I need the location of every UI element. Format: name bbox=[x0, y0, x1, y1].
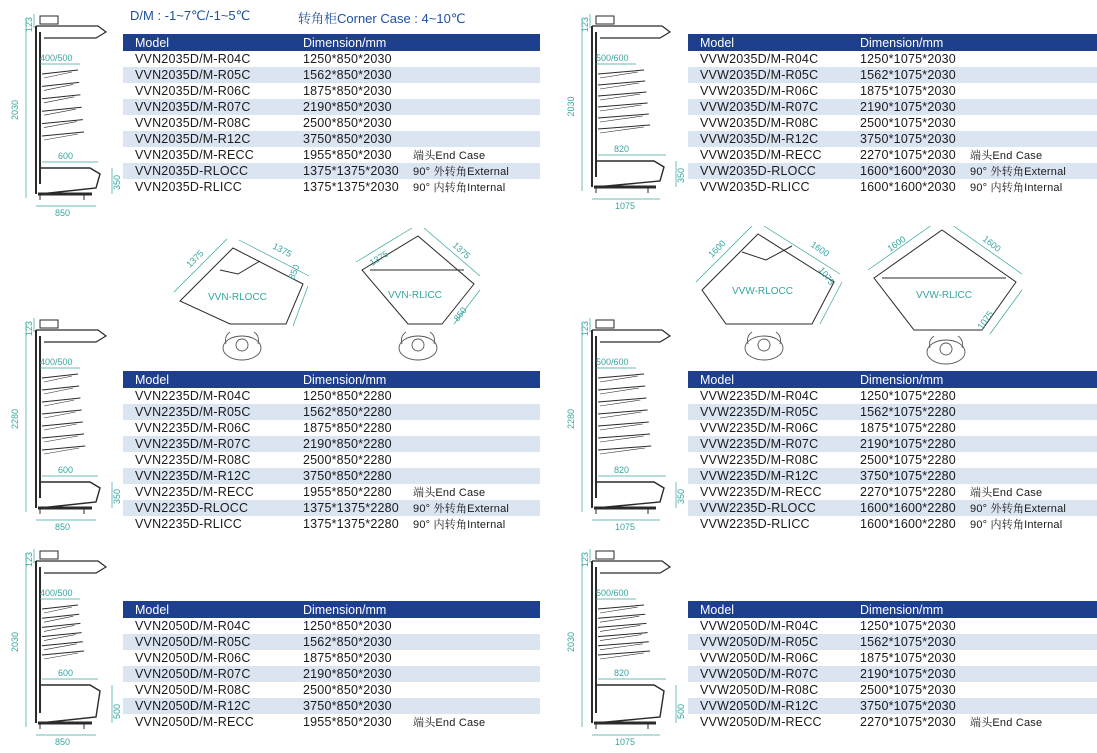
table-row bbox=[688, 83, 1097, 99]
cell-dimension: 1875*1075*2030 bbox=[860, 84, 956, 98]
header-model: Model bbox=[135, 602, 170, 617]
cell-dimension: 1250*850*2280 bbox=[303, 389, 392, 403]
header-model: Model bbox=[700, 602, 735, 617]
header-model: Model bbox=[700, 372, 735, 387]
corner-diagram-label: VVW-RLICC bbox=[916, 290, 972, 301]
cell-dimension: 1600*1600*2280 bbox=[860, 517, 956, 531]
cell-dimension: 1375*1375*2280 bbox=[303, 517, 399, 531]
cell-model: VVW2035D-RLOCC bbox=[700, 164, 817, 178]
shelf-dim-label: 400/500 bbox=[40, 357, 73, 367]
height-dim-label: 2030 bbox=[10, 631, 20, 652]
cell-note: 端头End Case bbox=[413, 717, 486, 729]
cell-model: VVN2235D/M-R04C bbox=[135, 389, 251, 403]
table-row bbox=[123, 388, 540, 404]
cell-dimension: 1875*850*2280 bbox=[303, 421, 392, 435]
cabinet-profile-svg bbox=[0, 6, 124, 218]
corner-case-spec: 转角柜Corner Case : 4~10℃ bbox=[298, 11, 466, 26]
table-row bbox=[688, 484, 1097, 500]
cell-note: 90° 外转角External bbox=[970, 166, 1067, 178]
table-row bbox=[688, 468, 1097, 484]
cell-dimension: 3750*850*2030 bbox=[303, 699, 392, 713]
corner-diagram-label: VVW-RLOCC bbox=[732, 286, 793, 297]
cell-dimension: 2500*1075*2030 bbox=[860, 683, 956, 697]
cell-model: VVN2235D/M-R12C bbox=[135, 469, 251, 483]
shelf bbox=[42, 398, 80, 402]
table-row bbox=[688, 420, 1097, 436]
back-wall bbox=[592, 26, 596, 187]
cell-model: VVN2235D/M-RECC bbox=[135, 485, 255, 499]
table-row bbox=[123, 67, 540, 83]
cell-model: VVW2235D-RLOCC bbox=[700, 501, 817, 515]
cell-dimension: 1562*850*2280 bbox=[303, 405, 392, 419]
cell-dimension: 1250*1075*2030 bbox=[860, 52, 956, 66]
table-row bbox=[123, 516, 540, 532]
cell-dimension: 1875*850*2030 bbox=[303, 651, 392, 665]
cell-model: VVW2050D/M-RECC bbox=[700, 715, 822, 729]
shelf-dim-label: 500/600 bbox=[596, 357, 629, 367]
cell-dimension: 3750*1075*2030 bbox=[860, 699, 956, 713]
table-row bbox=[123, 51, 540, 67]
table-row bbox=[688, 618, 1097, 634]
dim-label: 1375 bbox=[184, 248, 206, 270]
dim-label: 1375 bbox=[367, 248, 391, 268]
cell-model: VVN2050D/M-R05C bbox=[135, 635, 251, 649]
cell-dimension: 3750*1075*2280 bbox=[860, 469, 956, 483]
cell-model: VVW2035D/M-R04C bbox=[700, 52, 819, 66]
depth-dim-label: 850 bbox=[55, 208, 71, 218]
table-row bbox=[688, 500, 1097, 516]
cell-model: VVN2035D/M-R12C bbox=[135, 132, 251, 146]
table-row bbox=[123, 468, 540, 484]
header-dimension: Dimension/mm bbox=[303, 602, 387, 617]
back-wall bbox=[592, 561, 596, 723]
cell-model: VVW2050D/M-R07C bbox=[700, 667, 819, 681]
cell-dimension: 1600*1600*2030 bbox=[860, 164, 956, 178]
base-tray bbox=[596, 161, 664, 187]
cabinet-profile-svg bbox=[556, 6, 688, 211]
corner-diagram-label: VVN-RLOCC bbox=[208, 292, 267, 303]
table-row bbox=[688, 698, 1097, 714]
shelf bbox=[42, 633, 82, 637]
cell-note: 90° 内转角Internal bbox=[970, 182, 1063, 194]
table-row bbox=[123, 179, 540, 195]
table-header-row bbox=[688, 371, 1097, 388]
cabinet-profile-vvn2235 bbox=[0, 310, 124, 532]
corner-diagram-vvw-rlocc bbox=[684, 226, 854, 368]
cell-model: VVW2050D/M-R12C bbox=[700, 699, 819, 713]
table-header-row bbox=[123, 371, 540, 388]
spec-table-vvn2235 bbox=[123, 371, 540, 532]
base-dim-label: 600 bbox=[58, 668, 74, 678]
base-dim-label: 820 bbox=[614, 465, 630, 475]
dim-label: 1375 bbox=[271, 240, 294, 260]
side-dim-label: 350 bbox=[112, 174, 122, 190]
canopy bbox=[592, 26, 670, 38]
table-row bbox=[688, 51, 1097, 67]
cabinet-profile-vvn2050 bbox=[0, 541, 124, 747]
side-dim-label: 350 bbox=[112, 488, 122, 504]
cell-model: VVN2050D/M-R07C bbox=[135, 667, 251, 681]
cell-dimension: 1562*1075*2030 bbox=[860, 635, 956, 649]
cell-model: VVN2035D/M-R06C bbox=[135, 84, 251, 98]
canopy bbox=[592, 330, 670, 342]
cell-model: VVN2235D/M-R08C bbox=[135, 453, 251, 467]
cell-model: VVW2235D/M-RECC bbox=[700, 485, 822, 499]
side-dim-label: 350 bbox=[676, 167, 686, 183]
dim-label: 1075 bbox=[816, 265, 837, 288]
corner-diagram-vvw-rlicc bbox=[866, 226, 1046, 368]
shelf bbox=[42, 107, 82, 111]
cell-note: 端头End Case bbox=[970, 487, 1043, 499]
cell-dimension: 3750*1075*2030 bbox=[860, 132, 956, 146]
dim-label: 1600 bbox=[980, 233, 1003, 254]
table-row bbox=[123, 666, 540, 682]
cell-model: VVW2050D/M-R06C bbox=[700, 651, 819, 665]
cell-dimension: 1375*1375*2030 bbox=[303, 164, 399, 178]
table-row bbox=[688, 516, 1097, 532]
table-row bbox=[688, 436, 1097, 452]
depth-dim-label: 1075 bbox=[615, 201, 636, 211]
cell-dimension: 1955*850*2280 bbox=[303, 485, 392, 499]
table-row bbox=[123, 99, 540, 115]
table-row bbox=[123, 420, 540, 436]
cabinet-profile-svg bbox=[556, 541, 688, 747]
table-row bbox=[123, 115, 540, 131]
cell-note: 90° 内转角Internal bbox=[970, 519, 1063, 531]
top-block bbox=[40, 551, 58, 559]
corner-diagram-vvn-rlocc bbox=[168, 226, 318, 368]
top-block bbox=[40, 320, 58, 328]
cell-model: VVW2235D/M-R07C bbox=[700, 437, 819, 451]
side-dim-label: 500 bbox=[112, 703, 122, 719]
cell-model: VVW2235D-RLICC bbox=[700, 517, 810, 531]
header-model: Model bbox=[135, 372, 170, 387]
temperature-spec: D/M : -1~7℃/-1~5℃ bbox=[130, 8, 251, 23]
cell-model: VVW2035D-RLICC bbox=[700, 180, 810, 194]
cell-dimension: 2500*850*2030 bbox=[303, 683, 392, 697]
table-row bbox=[688, 115, 1097, 131]
cell-model: VVW2235D/M-R06C bbox=[700, 421, 819, 435]
table-row bbox=[688, 714, 1097, 730]
table-header-row bbox=[123, 34, 540, 51]
cell-dimension: 2500*850*2280 bbox=[303, 453, 392, 467]
shelf bbox=[42, 614, 79, 618]
cell-dimension: 2500*1075*2030 bbox=[860, 116, 956, 130]
cabinet-profile-vvw2050 bbox=[556, 541, 688, 747]
side-dim-label: 500 bbox=[676, 703, 686, 719]
top-dim-label: 123 bbox=[580, 16, 590, 32]
table-row bbox=[123, 682, 540, 698]
cell-dimension: 1875*850*2030 bbox=[303, 84, 392, 98]
table-row bbox=[688, 67, 1097, 83]
cell-dimension: 3750*850*2280 bbox=[303, 469, 392, 483]
cell-dimension: 2190*1075*2280 bbox=[860, 437, 956, 451]
top-block bbox=[40, 16, 58, 24]
cell-model: VVN2050D/M-R12C bbox=[135, 699, 251, 713]
dim-label: 1600 bbox=[808, 239, 832, 259]
canopy bbox=[36, 330, 106, 342]
dim-label: 1600 bbox=[885, 233, 908, 254]
cell-model: VVW2235D/M-R04C bbox=[700, 389, 819, 403]
base-tray bbox=[40, 168, 100, 194]
cell-note: 90° 内转角Internal bbox=[413, 182, 506, 194]
cell-note: 90° 外转角External bbox=[413, 166, 510, 178]
cell-dimension: 2190*850*2030 bbox=[303, 667, 392, 681]
table-row bbox=[688, 179, 1097, 195]
table-row bbox=[688, 388, 1097, 404]
table-row bbox=[123, 404, 540, 420]
table-row bbox=[123, 618, 540, 634]
person-icon bbox=[399, 332, 437, 360]
table-row bbox=[123, 650, 540, 666]
cell-note: 端头End Case bbox=[970, 150, 1043, 162]
cell-dimension: 1562*1075*2280 bbox=[860, 405, 956, 419]
dim-label: 850 bbox=[451, 305, 469, 324]
depth-dim-label: 1075 bbox=[615, 522, 636, 532]
cell-model: VVW2235D/M-R08C bbox=[700, 453, 819, 467]
cell-dimension: 1375*1375*2030 bbox=[303, 180, 399, 194]
header-dimension: Dimension/mm bbox=[303, 35, 387, 50]
person-icon bbox=[927, 336, 965, 364]
table-row bbox=[123, 83, 540, 99]
top-block bbox=[596, 320, 614, 328]
cell-dimension: 2270*1075*2030 bbox=[860, 148, 956, 162]
table-row bbox=[688, 163, 1097, 179]
height-dim-label: 2030 bbox=[566, 631, 576, 652]
table-row bbox=[123, 714, 540, 730]
table-row bbox=[123, 163, 540, 179]
table-row bbox=[688, 666, 1097, 682]
table-row bbox=[123, 147, 540, 163]
shelf-dim-label: 400/500 bbox=[40, 53, 73, 63]
cell-dimension: 1250*1075*2280 bbox=[860, 389, 956, 403]
shelf-dim-label: 500/600 bbox=[596, 53, 629, 63]
cell-model: VVW2035D/M-R06C bbox=[700, 84, 819, 98]
cell-model: VVW2035D/M-RECC bbox=[700, 148, 822, 162]
cell-model: VVN2035D/M-R07C bbox=[135, 100, 251, 114]
top-dim-label: 123 bbox=[24, 551, 34, 567]
corner-diagram-label: VVN-RLICC bbox=[388, 290, 442, 301]
cell-model: VVW2235D/M-R05C bbox=[700, 405, 819, 419]
spec-table-vvn2050 bbox=[123, 601, 540, 730]
top-block bbox=[596, 551, 614, 559]
back-wall bbox=[36, 561, 40, 723]
cell-model: VVN2050D/M-RECC bbox=[135, 715, 255, 729]
height-dim-label: 2280 bbox=[10, 408, 20, 429]
table-row bbox=[688, 682, 1097, 698]
cell-note: 90° 外转角External bbox=[970, 503, 1067, 515]
shelf-dim-label: 500/600 bbox=[596, 588, 629, 598]
cell-dimension: 1562*850*2030 bbox=[303, 635, 392, 649]
shelf bbox=[42, 623, 80, 627]
base-tray bbox=[596, 482, 664, 508]
height-dim-label: 2030 bbox=[10, 99, 20, 120]
cell-dimension: 1955*850*2030 bbox=[303, 148, 392, 162]
corner-diagram-vvn-rlicc bbox=[346, 226, 496, 368]
table-row bbox=[688, 99, 1097, 115]
table-header-row bbox=[688, 601, 1097, 618]
table-row bbox=[123, 131, 540, 147]
cell-model: VVW2035D/M-R12C bbox=[700, 132, 819, 146]
cell-model: VVW2050D/M-R05C bbox=[700, 635, 819, 649]
shelf bbox=[42, 386, 79, 390]
table-row bbox=[688, 131, 1097, 147]
cell-model: VVN2035D-RLICC bbox=[135, 180, 243, 194]
cell-model: VVW2035D/M-R05C bbox=[700, 68, 819, 82]
shelf bbox=[42, 374, 78, 378]
cabinet-profile-svg bbox=[0, 310, 124, 532]
top-block bbox=[596, 16, 614, 24]
table-header-row bbox=[688, 34, 1097, 51]
cell-dimension: 1250*850*2030 bbox=[303, 52, 392, 66]
table-row bbox=[688, 147, 1097, 163]
table-row bbox=[123, 452, 540, 468]
cell-dimension: 2270*1075*2030 bbox=[860, 715, 956, 729]
shelf bbox=[42, 82, 79, 86]
cell-note: 90° 外转角External bbox=[413, 503, 510, 515]
cell-model: VVW2050D/M-R04C bbox=[700, 619, 819, 633]
cell-dimension: 3750*850*2030 bbox=[303, 132, 392, 146]
cell-dimension: 1250*850*2030 bbox=[303, 619, 392, 633]
table-row bbox=[123, 436, 540, 452]
cell-model: VVW2050D/M-R08C bbox=[700, 683, 819, 697]
top-dim-label: 123 bbox=[24, 16, 34, 32]
back-wall bbox=[36, 26, 40, 194]
table-header-row bbox=[123, 601, 540, 618]
cell-model: VVN2035D/M-RECC bbox=[135, 148, 255, 162]
cell-dimension: 2500*1075*2280 bbox=[860, 453, 956, 467]
cell-dimension: 2190*850*2280 bbox=[303, 437, 392, 451]
cell-note: 端头End Case bbox=[413, 150, 486, 162]
top-dim-label: 123 bbox=[580, 551, 590, 567]
base-tray bbox=[40, 482, 100, 508]
table-row bbox=[688, 650, 1097, 666]
cabinet-profile-vvw2035 bbox=[556, 6, 688, 211]
cell-model: VVN2050D/M-R08C bbox=[135, 683, 251, 697]
spec-table-vvn2035 bbox=[123, 34, 540, 195]
base-dim-label: 820 bbox=[614, 668, 630, 678]
cell-model: VVN2050D/M-R06C bbox=[135, 651, 251, 665]
table-row bbox=[123, 698, 540, 714]
header-dimension: Dimension/mm bbox=[860, 372, 944, 387]
table-row bbox=[123, 484, 540, 500]
cell-model: VVN2035D-RLOCC bbox=[135, 164, 249, 178]
canopy bbox=[592, 561, 670, 573]
cabinet-profile-vvn2035 bbox=[0, 6, 124, 218]
cell-dimension: 2500*850*2030 bbox=[303, 116, 392, 130]
header-dimension: Dimension/mm bbox=[303, 372, 387, 387]
cell-model: VVW2035D/M-R08C bbox=[700, 116, 819, 130]
header-model: Model bbox=[135, 35, 170, 50]
dim-label: 850 bbox=[286, 263, 302, 281]
cell-dimension: 1600*1600*2280 bbox=[860, 501, 956, 515]
cell-model: VVN2235D/M-R07C bbox=[135, 437, 251, 451]
cell-dimension: 1875*1075*2030 bbox=[860, 651, 956, 665]
cell-dimension: 1375*1375*2280 bbox=[303, 501, 399, 515]
spec-table-vvw2050 bbox=[688, 601, 1097, 730]
dim-label: 1075 bbox=[975, 309, 996, 332]
base-dim-label: 600 bbox=[58, 151, 74, 161]
depth-dim-label: 850 bbox=[55, 522, 71, 532]
height-dim-label: 2280 bbox=[566, 408, 576, 429]
top-dim-label: 123 bbox=[580, 320, 590, 336]
cell-dimension: 1600*1600*2030 bbox=[860, 180, 956, 194]
dim-label: 1375 bbox=[450, 240, 473, 261]
shelf-dim-label: 400/500 bbox=[40, 588, 73, 598]
cell-model: VVN2035D/M-R05C bbox=[135, 68, 251, 82]
table-row bbox=[688, 404, 1097, 420]
canopy bbox=[36, 26, 106, 38]
cell-model: VVN2235D-RLOCC bbox=[135, 501, 249, 515]
cell-model: VVN2235D/M-R06C bbox=[135, 421, 251, 435]
canopy bbox=[36, 561, 106, 573]
cell-dimension: 1562*850*2030 bbox=[303, 68, 392, 82]
cell-model: VVW2035D/M-R07C bbox=[700, 100, 819, 114]
header-dimension: Dimension/mm bbox=[860, 602, 944, 617]
cell-dimension: 1562*1075*2030 bbox=[860, 68, 956, 82]
cell-dimension: 2190*1075*2030 bbox=[860, 667, 956, 681]
base-tray bbox=[40, 685, 100, 723]
cell-dimension: 2190*1075*2030 bbox=[860, 100, 956, 114]
table-row bbox=[123, 634, 540, 650]
top-dim-label: 123 bbox=[24, 320, 34, 336]
cell-model: VVW2235D/M-R12C bbox=[700, 469, 819, 483]
cell-note: 90° 内转角Internal bbox=[413, 519, 506, 531]
cell-note: 端头End Case bbox=[970, 717, 1043, 729]
shelf bbox=[42, 410, 82, 414]
cell-dimension: 2190*850*2030 bbox=[303, 100, 392, 114]
cell-model: VVN2235D-RLICC bbox=[135, 517, 243, 531]
cell-model: VVN2050D/M-R04C bbox=[135, 619, 251, 633]
shelf bbox=[42, 95, 80, 99]
cell-dimension: 1875*1075*2280 bbox=[860, 421, 956, 435]
person-icon bbox=[745, 332, 783, 360]
base-tray bbox=[596, 685, 664, 723]
table-row bbox=[123, 500, 540, 516]
spec-table-vvw2235 bbox=[688, 371, 1097, 532]
cell-dimension: 1955*850*2030 bbox=[303, 715, 392, 729]
base-dim-label: 820 bbox=[614, 144, 630, 154]
base-dim-label: 600 bbox=[58, 465, 74, 475]
dim-label: 1600 bbox=[706, 238, 728, 260]
shelf bbox=[42, 605, 78, 609]
cell-model: VVN2035D/M-R04C bbox=[135, 52, 251, 66]
cell-dimension: 2270*1075*2280 bbox=[860, 485, 956, 499]
cabinet-profile-svg bbox=[0, 541, 124, 747]
header-model: Model bbox=[700, 35, 735, 50]
cell-model: VVN2235D/M-R05C bbox=[135, 405, 251, 419]
table-row bbox=[688, 634, 1097, 650]
side-dim-label: 350 bbox=[676, 488, 686, 504]
depth-dim-label: 1075 bbox=[615, 737, 636, 747]
cabinet-profile-svg bbox=[556, 310, 688, 532]
person-icon bbox=[223, 332, 261, 360]
cabinet-profile-vvw2235 bbox=[556, 310, 688, 532]
cell-note: 端头End Case bbox=[413, 487, 486, 499]
spec-table-vvw2035 bbox=[688, 34, 1097, 195]
cell-dimension: 1250*1075*2030 bbox=[860, 619, 956, 633]
shelf bbox=[42, 70, 78, 74]
depth-dim-label: 850 bbox=[55, 737, 71, 747]
table-row bbox=[688, 452, 1097, 468]
cell-model: VVN2035D/M-R08C bbox=[135, 116, 251, 130]
header-dimension: Dimension/mm bbox=[860, 35, 944, 50]
height-dim-label: 2030 bbox=[566, 96, 576, 117]
